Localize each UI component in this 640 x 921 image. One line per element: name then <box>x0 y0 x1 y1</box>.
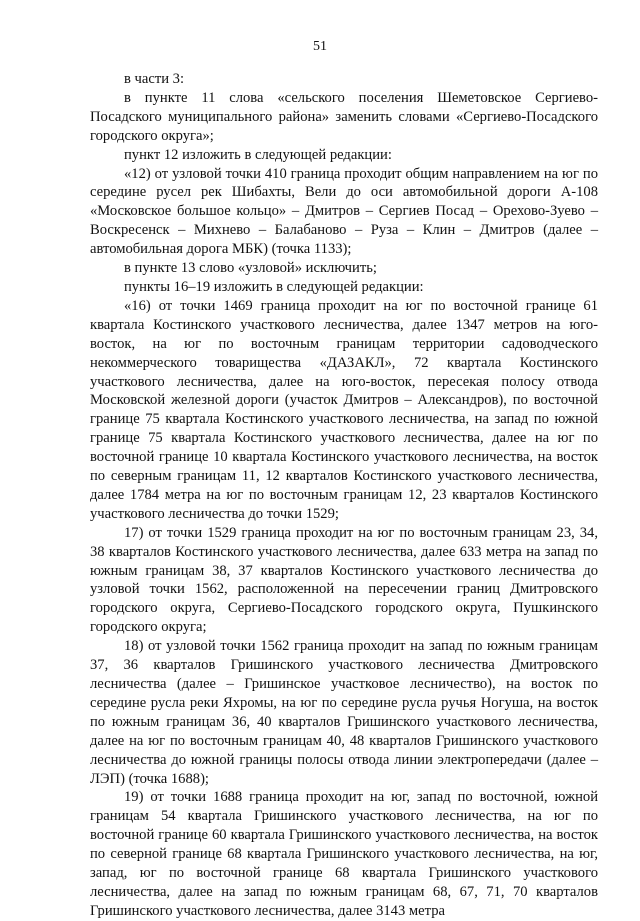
paragraph-item-17: 17) от точки 1529 граница проходит на юг по восточным границам 23, 34, 38 кварталов Костинского участкового лесничества, далее 633 метра на запад по южным границам 38, 37 кварталов Костинского участкового лесничества до узловой точки 1562, расположенной на пересечении границ Дмитровского городского округа, Сергиево-Посадского городского округа, Пушкинского городского округа; <box>90 524 598 636</box>
paragraph-item-12-intro: пункт 12 изложить в следующей редакции: <box>124 146 392 163</box>
paragraph-item-19: 19) от точки 1688 граница проходит на юг, запад по восточной, южной границам 54 квартала Гришинского участкового лесничества, на юг по восточной границе 60 квартала Гришинского участкового лесничества, на восток по северной границе 68 квартала Гришинского участкового лесничества, на юг, запад, юг по восточной границе 68 квартала Гришинского участкового лесничества, далее на запад по южным границам 68, 67, 71, 70 кварталов Гришинского участкового лесничества, далее 3143 метра <box>90 789 598 919</box>
paragraph-items-16-19-intro: пункты 16–19 изложить в следующей редакции: <box>124 278 424 295</box>
paragraph-item-11: в пункте 11 слова «сельского поселения Шеметовское Сергиево-Посадского муниципального района» заменить словами «Сергиево-Посадского городского округа»; <box>90 89 598 144</box>
paragraph-item-13: в пункте 13 слово «узловой» исключить; <box>124 260 377 277</box>
paragraph-item-18: 18) от узловой точки 1562 граница проходит на запад по южным границам 37, 36 кварталов Гришинского участкового лесничества Дмитровского лесничества (далее – Гришинское участковое лесничество), на восток по середине русла реки Яхромы, на юг по середине русла ручья Ногуша, на восток по южным границам 36, 40 кварталов Гришинского участкового лесничества, далее на юг по восточным границам 40, 48 кварталов Гришинского участкового лесничества до южной границы полосы отвода линии электропередачи (далее – ЛЭП) (точка 1688); <box>90 638 598 787</box>
paragraph-item-16: «16) от точки 1469 граница проходит на юг по восточной границе 61 квартала Костинского участкового лесничества, далее 1347 метров на юго-восток, на юг по восточным границам территории садоводческого некоммерческого товарищества «ДАЗАКЛ», 72 квартала Костинского участкового лесничества, далее на юго-восток, пересекая полосу отвода Московской железной дороги (участок Дмитров – Александров), по восточной границе 75 квартала Костинского участкового лесничества, на запад по южной границе 75 квартала Костинского участкового лесничества, далее на юг по восточной границе 10 квартала Костинского участкового лесничества, на восток по северным границам 11, 12 кварталов Костинского участкового лесничества, далее 1784 метра на юг по восточным границам 12, 23 кварталов Костинского участкового лесничества до точки 1529; <box>90 297 598 522</box>
page-number: 51 <box>313 39 327 54</box>
paragraph-part-3: в части 3: <box>124 71 185 87</box>
paragraph-item-12: «12) от узловой точки 410 граница проходит общим направлением на юг по середине русел рек Шибахты, Вели до оси автомобильной дороги А-108 «Московское большое кольцо» – Дмитров – Сергиев Посад – Орехово-Зуево – Воскресенск – Михнево – Балабаново – Руза – Клин – Дмитров (далее – автомобильная дорога МБК) (точка 1133); <box>90 165 598 258</box>
document-body <box>90 70 598 921</box>
